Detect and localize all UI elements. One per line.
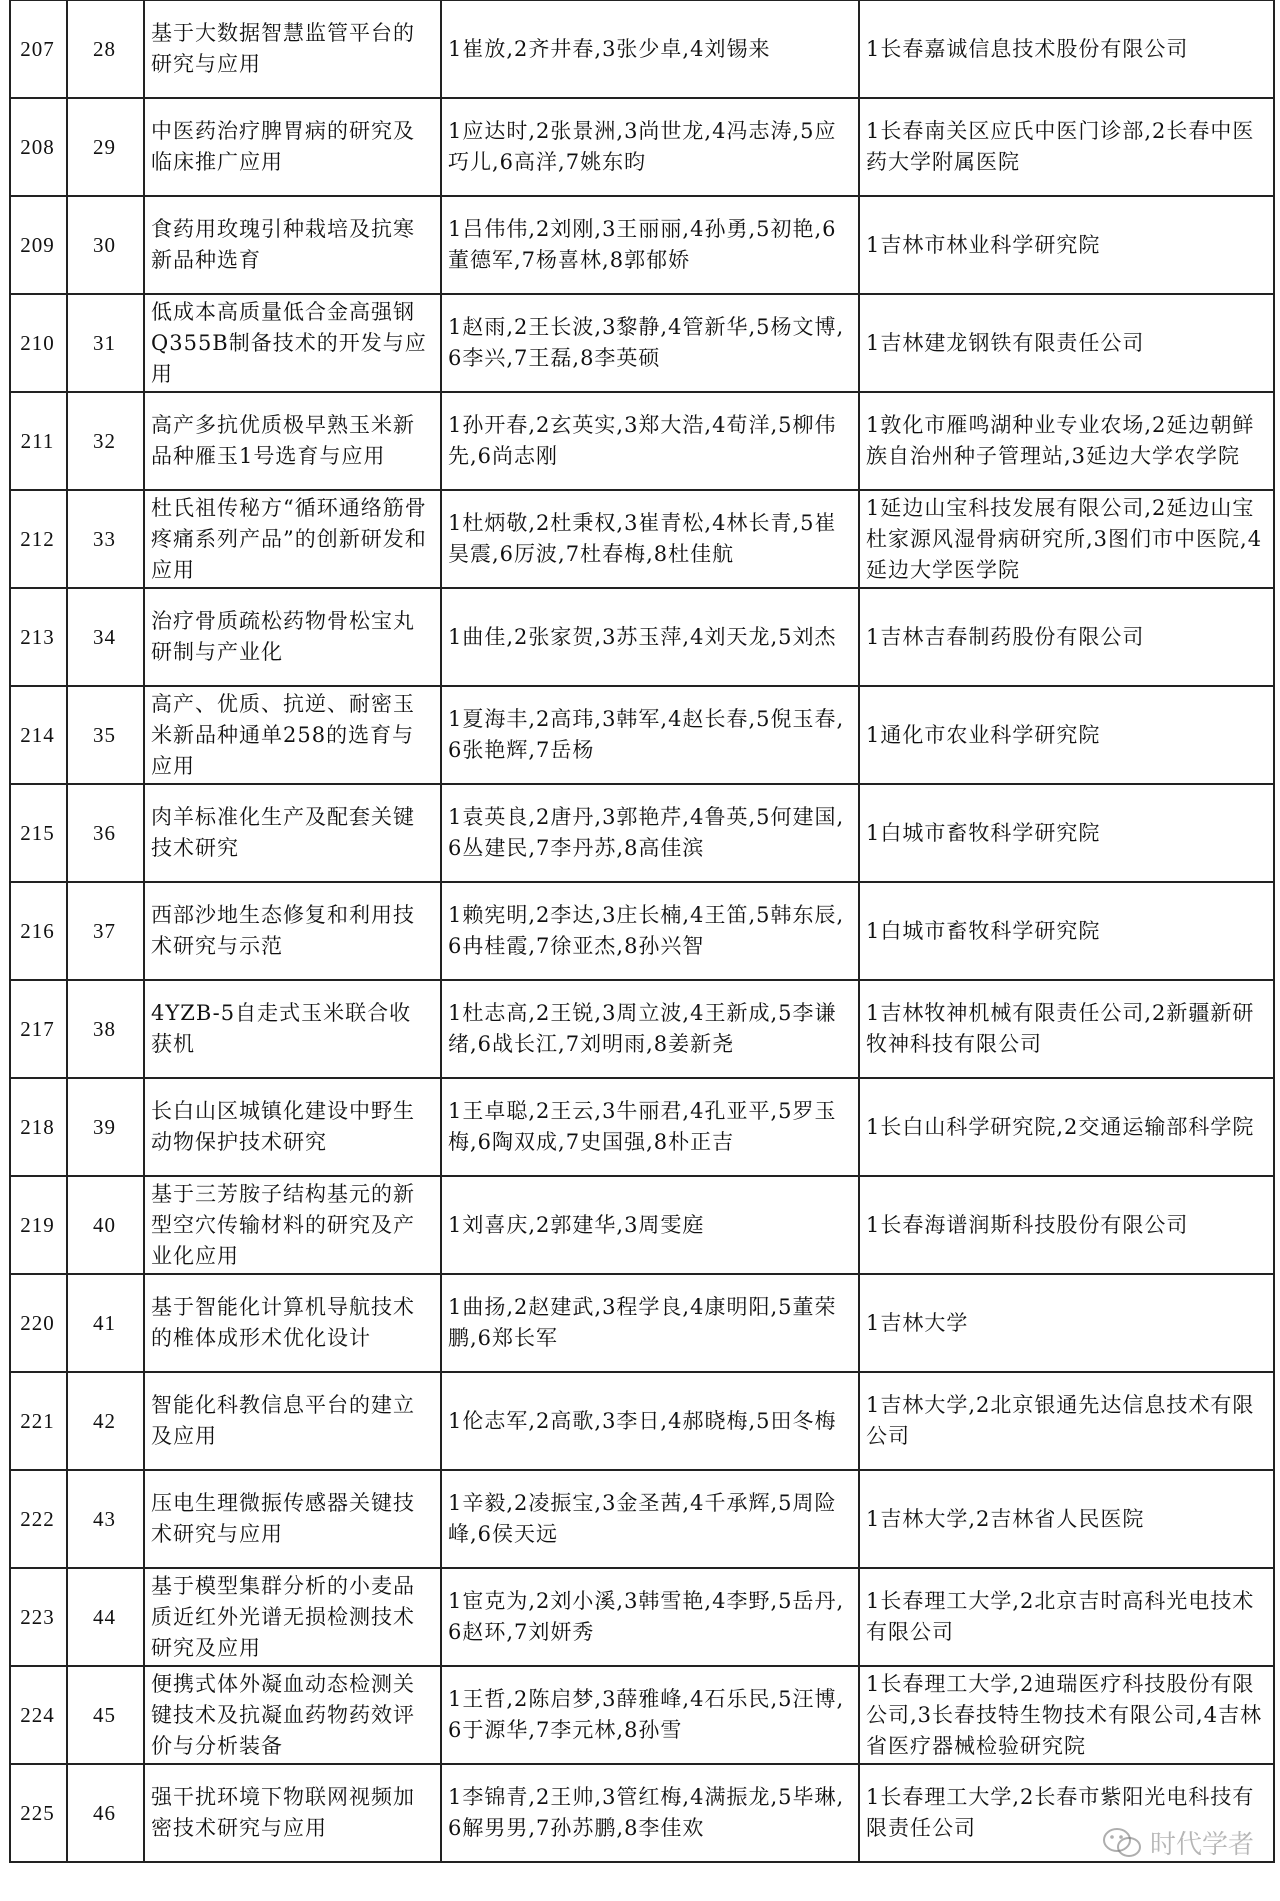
table-row: [10, 1274, 1274, 1372]
row-seq-cell: 224: [10, 1666, 67, 1764]
row-number-cell: 35: [67, 686, 144, 784]
table-row: [10, 980, 1274, 1078]
organization-cell: 1吉林大学,2吉林省人民医院: [859, 1470, 1274, 1568]
contributors-cell: 1吕伟伟,2刘刚,3王丽丽,4孙勇,5初艳,6董德军,7杨喜林,8郭郁娇: [441, 196, 859, 294]
project-title-cell: 基于智能化计算机导航技术的椎体成形术优化设计: [144, 1274, 441, 1372]
contributors-cell: 1曲扬,2赵建武,3程学良,4康明阳,5董荣鹏,6郑长军: [441, 1274, 859, 1372]
table-row: [10, 1666, 1274, 1764]
contributors-cell: 1崔放,2齐井春,3张少卓,4刘锡来: [441, 1, 859, 99]
row-number-cell: 40: [67, 1176, 144, 1274]
organization-cell: 1吉林建龙钢铁有限责任公司: [859, 294, 1274, 392]
row-seq-cell: 214: [10, 686, 67, 784]
row-number-cell: 37: [67, 882, 144, 980]
watermark-text: 时代学者: [1149, 1830, 1254, 1860]
table-row: [10, 686, 1274, 784]
row-seq-cell: 222: [10, 1470, 67, 1568]
organization-cell: 1吉林市林业科学研究院: [859, 196, 1274, 294]
project-title-cell: 食药用玫瑰引种栽培及抗寒新品种选育: [144, 196, 441, 294]
row-number-cell: 29: [67, 98, 144, 196]
row-number-cell: 38: [67, 980, 144, 1078]
organization-cell: 1延边山宝科技发展有限公司,2延边山宝杜家源风湿骨病研究所,3图们市中医院,4延边大学医学院: [859, 490, 1274, 588]
project-title-cell: 中医药治疗脾胃病的研究及临床推广应用: [144, 98, 441, 196]
row-number-cell: 43: [67, 1470, 144, 1568]
row-seq-cell: 211: [10, 392, 67, 490]
table-row: [10, 98, 1274, 196]
organization-cell: 1长春海谱润斯科技股份有限公司: [859, 1176, 1274, 1274]
wechat-icon: [1102, 1826, 1142, 1860]
project-title-cell: 西部沙地生态修复和利用技术研究与示范: [144, 882, 441, 980]
contributors-cell: 1辛毅,2凌振宝,3金圣茜,4千承辉,5周险峰,6侯天远: [441, 1470, 859, 1568]
table-row: [10, 1764, 1274, 1862]
row-number-cell: 45: [67, 1666, 144, 1764]
project-title-cell: 基于三芳胺子结构基元的新型空穴传输材料的研究及产业化应用: [144, 1176, 441, 1274]
contributors-cell: 1刘喜庆,2郭建华,3周雯庭: [441, 1176, 859, 1274]
project-title-cell: 基于大数据智慧监管平台的研究与应用: [144, 1, 441, 99]
row-seq-cell: 216: [10, 882, 67, 980]
project-title-cell: 肉羊标准化生产及配套关键技术研究: [144, 784, 441, 882]
row-seq-cell: 218: [10, 1078, 67, 1176]
organization-cell: 1吉林牧神机械有限责任公司,2新疆新研牧神科技有限公司: [859, 980, 1274, 1078]
row-seq-cell: 209: [10, 196, 67, 294]
watermark: [1102, 1824, 1254, 1861]
contributors-cell: 1李锦青,2王帅,3管红梅,4满振龙,5毕琳,6解男男,7孙苏鹏,8李佳欢: [441, 1764, 859, 1862]
contributors-cell: 1杜炳敬,2杜秉权,3崔青松,4林长青,5崔昊震,6厉波,7杜春梅,8杜佳航: [441, 490, 859, 588]
organization-cell: 1吉林大学: [859, 1274, 1274, 1372]
contributors-cell: 1孙开春,2玄英实,3郑大浩,4荀洋,5柳伟先,6尚志刚: [441, 392, 859, 490]
row-number-cell: 30: [67, 196, 144, 294]
organization-cell: 1吉林吉春制药股份有限公司: [859, 588, 1274, 686]
contributors-cell: 1应达时,2张景洲,3尚世龙,4冯志涛,5应巧儿,6高洋,7姚东昀: [441, 98, 859, 196]
table-row: [10, 1372, 1274, 1470]
row-number-cell: 42: [67, 1372, 144, 1470]
table-row: [10, 1, 1274, 99]
contributors-cell: 1赖宪明,2李达,3庄长楠,4王笛,5韩东辰,6冉桂霞,7徐亚杰,8孙兴智: [441, 882, 859, 980]
organization-cell: 1白城市畜牧科学研究院: [859, 784, 1274, 882]
table-row: [10, 196, 1274, 294]
row-number-cell: 28: [67, 1, 144, 99]
row-number-cell: 44: [67, 1568, 144, 1666]
contributors-cell: 1王卓聪,2王云,3牛丽君,4孔亚平,5罗玉梅,6陶双成,7史国强,8朴正吉: [441, 1078, 859, 1176]
awards-table: [9, 0, 1275, 1863]
row-number-cell: 41: [67, 1274, 144, 1372]
organization-cell: 1长春理工大学,2北京吉时高科光电技术有限公司: [859, 1568, 1274, 1666]
table-row: [10, 784, 1274, 882]
row-seq-cell: 225: [10, 1764, 67, 1862]
row-number-cell: 32: [67, 392, 144, 490]
organization-cell: 1长春南关区应氏中医门诊部,2长春中医药大学附属医院: [859, 98, 1274, 196]
row-seq-cell: 207: [10, 1, 67, 99]
row-seq-cell: 215: [10, 784, 67, 882]
table-row: [10, 588, 1274, 686]
row-seq-cell: 210: [10, 294, 67, 392]
project-title-cell: 高产、优质、抗逆、耐密玉米新品种通单258的选育与应用: [144, 686, 441, 784]
row-seq-cell: 208: [10, 98, 67, 196]
project-title-cell: 便携式体外凝血动态检测关键技术及抗凝血药物药效评价与分析装备: [144, 1666, 441, 1764]
table-row: [10, 294, 1274, 392]
organization-cell: 1通化市农业科学研究院: [859, 686, 1274, 784]
contributors-cell: 1夏海丰,2高玮,3韩军,4赵长春,5倪玉春,6张艳辉,7岳杨: [441, 686, 859, 784]
project-title-cell: 基于模型集群分析的小麦品质近红外光谱无损检测技术研究及应用: [144, 1568, 441, 1666]
row-seq-cell: 217: [10, 980, 67, 1078]
project-title-cell: 4YZB-5自走式玉米联合收获机: [144, 980, 441, 1078]
row-seq-cell: 223: [10, 1568, 67, 1666]
project-title-cell: 强干扰环境下物联网视频加密技术研究与应用: [144, 1764, 441, 1862]
project-title-cell: 长白山区城镇化建设中野生动物保护技术研究: [144, 1078, 441, 1176]
organization-cell: 1白城市畜牧科学研究院: [859, 882, 1274, 980]
table-row: [10, 1568, 1274, 1666]
row-number-cell: 31: [67, 294, 144, 392]
organization-cell: 1吉林大学,2北京银通先达信息技术有限公司: [859, 1372, 1274, 1470]
contributors-cell: 1袁英良,2唐丹,3郭艳芹,4鲁英,5何建国,6丛建民,7李丹苏,8高佳滨: [441, 784, 859, 882]
contributors-cell: 1宦克为,2刘小溪,3韩雪艳,4李野,5岳丹,6赵环,7刘妍秀: [441, 1568, 859, 1666]
row-seq-cell: 219: [10, 1176, 67, 1274]
project-title-cell: 高产多抗优质极早熟玉米新品种雁玉1号选育与应用: [144, 392, 441, 490]
row-number-cell: 39: [67, 1078, 144, 1176]
project-title-cell: 智能化科教信息平台的建立及应用: [144, 1372, 441, 1470]
contributors-cell: 1王哲,2陈启梦,3薛雅峰,4石乐民,5汪博,6于源华,7李元林,8孙雪: [441, 1666, 859, 1764]
contributors-cell: 1杜志高,2王锐,3周立波,4王新成,5李谦绪,6战长江,7刘明雨,8姜新尧: [441, 980, 859, 1078]
row-number-cell: 36: [67, 784, 144, 882]
row-seq-cell: 212: [10, 490, 67, 588]
table-row: [10, 882, 1274, 980]
project-title-cell: 低成本高质量低合金高强钢Q355B制备技术的开发与应用: [144, 294, 441, 392]
row-number-cell: 33: [67, 490, 144, 588]
row-number-cell: 46: [67, 1764, 144, 1862]
organization-cell: 1长春理工大学,2长春市紫阳光电科技有限责任公司: [859, 1764, 1274, 1862]
contributors-cell: 1伦志军,2高歌,3李日,4郝晓梅,5田冬梅: [441, 1372, 859, 1470]
project-title-cell: 杜氏祖传秘方“循环通络筋骨疼痛系列产品”的创新研发和应用: [144, 490, 441, 588]
table-row: [10, 1470, 1274, 1568]
contributors-cell: 1曲佳,2张家贺,3苏玉萍,4刘天龙,5刘杰: [441, 588, 859, 686]
table-row: [10, 1176, 1274, 1274]
row-number-cell: 34: [67, 588, 144, 686]
organization-cell: 1长春嘉诚信息技术股份有限公司: [859, 1, 1274, 99]
table-body: [10, 1, 1274, 1863]
row-seq-cell: 221: [10, 1372, 67, 1470]
organization-cell: 1长白山科学研究院,2交通运输部科学院: [859, 1078, 1274, 1176]
row-seq-cell: 213: [10, 588, 67, 686]
table-row: [10, 490, 1274, 588]
organization-cell: 1敦化市雁鸣湖种业专业农场,2延边朝鲜族自治州种子管理站,3延边大学农学院: [859, 392, 1274, 490]
table-row: [10, 392, 1274, 490]
table-row: [10, 1078, 1274, 1176]
organization-cell: 1长春理工大学,2迪瑞医疗科技股份有限公司,3长春技特生物技术有限公司,4吉林省医疗器械检验研究院: [859, 1666, 1274, 1764]
contributors-cell: 1赵雨,2王长波,3黎静,4管新华,5杨文博,6李兴,7王磊,8李英硕: [441, 294, 859, 392]
project-title-cell: 压电生理微振传感器关键技术研究与应用: [144, 1470, 441, 1568]
project-title-cell: 治疗骨质疏松药物骨松宝丸研制与产业化: [144, 588, 441, 686]
row-seq-cell: 220: [10, 1274, 67, 1372]
